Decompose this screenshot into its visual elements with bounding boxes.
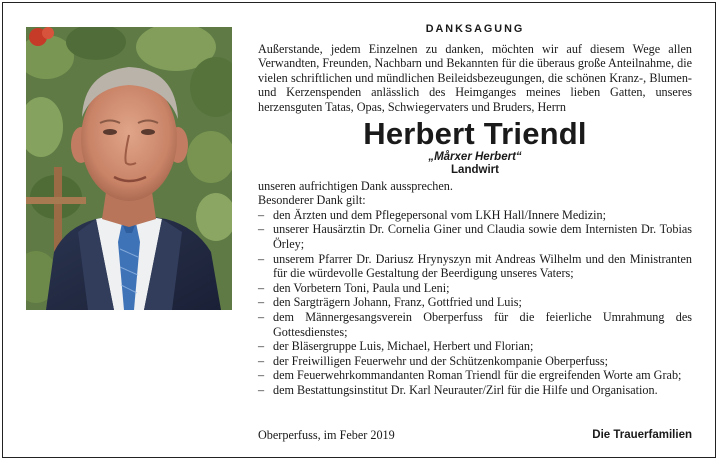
notice-text (258, 22, 692, 397)
deceased-name: Herbert Triendl (363, 115, 587, 151)
list-item: – dem Bestattungsinstitut Dr. Karl Neurauter/Zirl für die Hilfe und Organisation. (258, 383, 692, 398)
thanks-line: unseren aufrichtigen Dank aussprechen. (258, 178, 453, 193)
portrait-photo (26, 27, 232, 310)
signature: Die Trauerfamilien (592, 429, 692, 441)
list-item: – unserem Pfarrer Dr. Dariusz Hrynyszyn mit Andreas Wilhelm und den Ministranten für die würdevolle Gestaltung der Beerdigung unseres Vaters; (258, 252, 692, 281)
list-item: – der Bläsergruppe Luis, Michael, Herbert und Florian; (258, 339, 692, 354)
list-item: – den Sargträgern Johann, Franz, Gottfried und Luis; (258, 295, 692, 310)
list-item: – den Ärzten und dem Pflegepersonal vom LKH Hall/Innere Medizin; (258, 208, 692, 223)
special-thanks-heading: Besonderer Dank gilt: (258, 193, 366, 208)
thanks-list (258, 208, 692, 398)
list-item: – dem Feuerwehrkommandanten Roman Triendl für die ergreifenden Worte am Grab; (258, 368, 692, 383)
intro-paragraph: Außerstande, jedem Einzelnen zu danken, möchten wir auf diesem Wege allen Verwandten, Freunden, Nachbarn und Bekannten für die überaus große Anteilnahme, die vielen schriftlichen und mündlichen Beileidsbezeugungen, die schönen Kranz-, Blumen- und Kerzenspenden anlässlich des Heimganges meines lieben Gatten, unseres herzensguten Tatas, Opas, Schwiegervaters und Bruders, Herrn (258, 41, 692, 114)
deceased-nickname: „Mårxer Herbert“ (428, 150, 522, 163)
list-item: – der Freiwilligen Feuerwehr und der Schützenkompanie Oberperfuss; (258, 354, 692, 369)
notice-heading: DANKSAGUNG (425, 23, 525, 35)
list-item: – den Vorbetern Toni, Paula und Leni; (258, 281, 692, 296)
deceased-occupation: Landwirt (451, 163, 499, 176)
place-date: Oberperfuss, im Feber 2019 (258, 428, 395, 442)
list-item: – unserer Hausärztin Dr. Cornelia Giner und Claudia sowie dem Internisten Dr. Tobias Örley; (258, 222, 692, 251)
list-item: – dem Männergesangsverein Oberperfuss für die feierliche Umrahmung des Gottesdienstes; (258, 310, 692, 339)
